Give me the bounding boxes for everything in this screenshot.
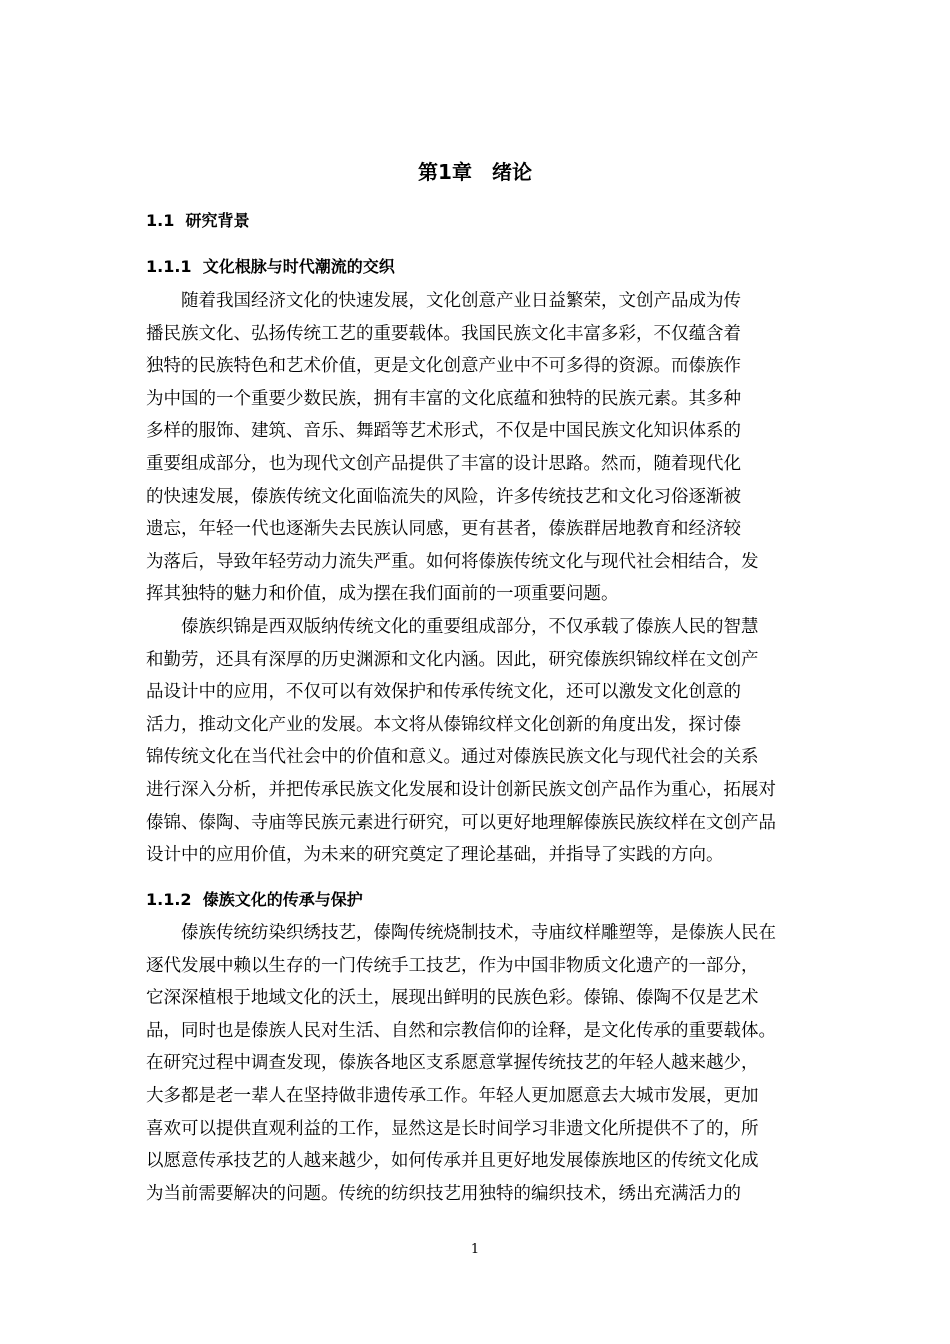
paragraph-line: 为落后，导致年轻劳动力流失严重。如何将傣族传统文化与现代社会相结合，发 [146, 551, 759, 572]
paragraph-line: 设计中的应用价值，为未来的研究奠定了理论基础，并指导了实践的方向。 [146, 845, 724, 866]
paragraph-line: 傣族织锦是西双版纳传统文化的重要组成部分，不仅承载了傣族人民的智慧 [181, 616, 759, 637]
page-number: 1 [470, 1242, 480, 1257]
paragraph-line: 多样的服饰、建筑、音乐、舞蹈等艺术形式，不仅是中国民族文化知识体系的 [146, 421, 741, 442]
paragraph-line: 随着我国经济文化的快速发展，文化创意产业日益繁荣，文创产品成为传 [181, 291, 741, 311]
paragraph-line: 和勤劳，还具有深厚的历史渊源和文化内涵。因此，研究傣族织锦纹样在文创产 [146, 649, 759, 670]
section-1-1-2-body [146, 917, 818, 1210]
paragraph-line: 品，同时也是傣族人民对生活、自然和宗教信仰的诠释，是文化传承的重要载体。 [146, 1020, 776, 1041]
section-heading-1-1-1: 1.1.1 文化根脉与时代潮流的交织 [146, 257, 395, 276]
paragraph-line: 它深深植根于地域文化的沃土，展现出鲜明的民族色彩。傣锦、傣陶不仅是艺术 [146, 988, 759, 1009]
chapter-title: 第1章 绪论 [418, 160, 532, 184]
paragraph-line: 重要组成部分，也为现代文创产品提供了丰富的设计思路。然而，随着现代化 [146, 453, 741, 474]
paragraph-line: 以愿意传承技艺的人越来越少，如何传承并且更好地发展傣族地区的传统文化成 [146, 1151, 759, 1172]
paragraph-line: 傣族传统纺染织绣技艺，傣陶传统烧制技术，寺庙纹样雕塑等，是傣族人民在 [181, 923, 776, 943]
paragraph-line: 的快速发展，傣族传统文化面临流失的风险，许多传统技艺和文化习俗逐渐被 [146, 486, 741, 507]
section-heading-1-1: 1.1 研究背景 [146, 211, 250, 230]
paragraph-line: 活力，推动文化产业的发展。本文将从傣锦纹样文化创新的角度出发，探讨傣 [146, 714, 741, 735]
paragraph-line: 为当前需要解决的问题。传统的纺织技艺用独特的编织技术，绣出充满活力的 [146, 1183, 741, 1204]
paragraph-line: 挥其独特的魅力和价值，成为摆在我们面前的一项重要问题。 [146, 584, 619, 605]
paragraph-line: 喜欢可以提供直观利益的工作，显然这是长时间学习非遗文化所提供不了的，所 [146, 1118, 759, 1139]
paragraph-line: 锦传统文化在当代社会中的价值和意义。通过对傣族民族文化与现代社会的关系 [146, 747, 759, 768]
paragraph-line: 在研究过程中调查发现，傣族各地区支系愿意掌握传统技艺的年轻人越来越少， [146, 1053, 759, 1074]
paragraph-line: 大多都是老一辈人在坚持做非遗传承工作。年轻人更加愿意去大城市发展，更加 [146, 1085, 759, 1106]
paragraph-line: 傣锦、傣陶、寺庙等民族元素进行研究，可以更好地理解傣族民族纹样在文创产品 [146, 812, 776, 833]
paragraph-line: 品设计中的应用，不仅可以有效保护和传承传统文化，还可以激发文化创意的 [146, 682, 741, 703]
section-1-1-1-body [146, 285, 818, 872]
paragraph-line: 播民族文化、弘扬传统工艺的重要载体。我国民族文化丰富多彩，不仅蕴含着 [146, 323, 741, 344]
paragraph-line: 独特的民族特色和艺术价值，更是文化创意产业中不可多得的资源。而傣族作 [146, 356, 741, 377]
section-heading-1-1-2: 1.1.2 傣族文化的传承与保护 [146, 890, 363, 909]
paragraph-line: 遗忘，年轻一代也逐渐失去民族认同感，更有甚者，傣族群居地教育和经济较 [146, 519, 741, 540]
paragraph-line: 逐代发展中赖以生存的一门传统手工技艺，作为中国非物质文化遗产的一部分， [146, 955, 759, 976]
paragraph-line: 为中国的一个重要少数民族，拥有丰富的文化底蕴和独特的民族元素。其多种 [146, 388, 741, 409]
paragraph-line: 进行深入分析，并把传承民族文化发展和设计创新民族文创产品作为重心，拓展对 [146, 779, 776, 800]
